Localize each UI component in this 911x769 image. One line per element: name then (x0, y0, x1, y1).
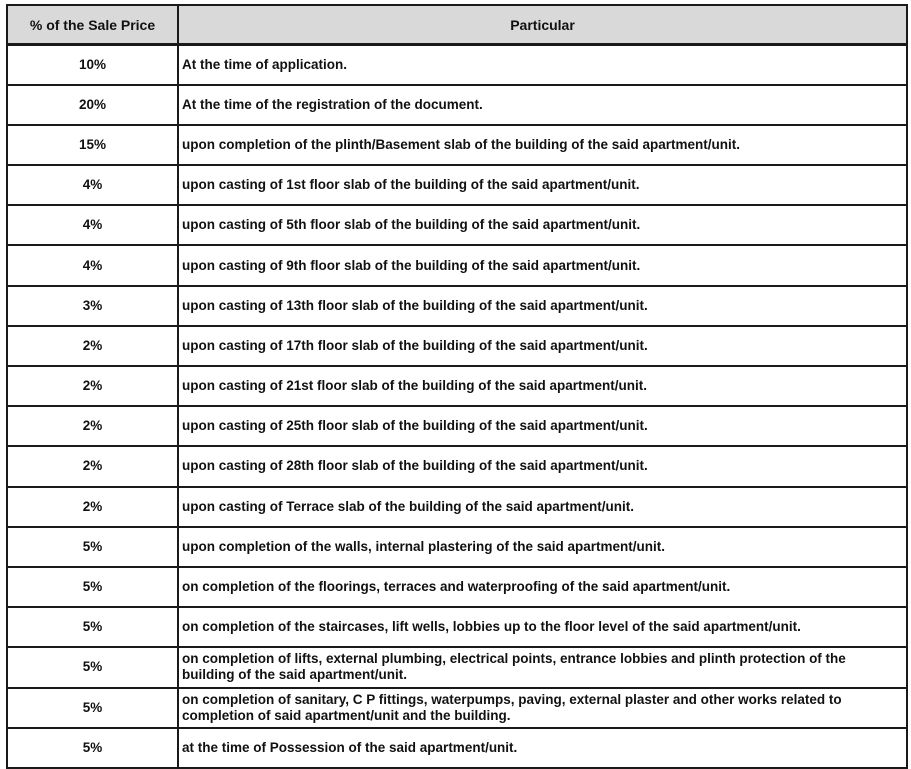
percent-cell: 5% (7, 647, 178, 687)
table-body (7, 45, 907, 768)
table-row (7, 286, 907, 326)
particular-cell: At the time of the registration of the document. (178, 85, 907, 125)
percent-cell: 2% (7, 487, 178, 527)
particular-cell: upon casting of 9th floor slab of the building of the said apartment/unit. (178, 245, 907, 285)
table-row (7, 487, 907, 527)
table-row (7, 205, 907, 245)
particular-cell: upon casting of Terrace slab of the building of the said apartment/unit. (178, 487, 907, 527)
percent-cell: 4% (7, 205, 178, 245)
payment-schedule-table (6, 4, 908, 769)
particular-cell: upon casting of 5th floor slab of the building of the said apartment/unit. (178, 205, 907, 245)
header-percent-of-sale-price: % of the Sale Price (7, 5, 178, 45)
payment-schedule-container (6, 4, 906, 769)
particular-cell: at the time of Possession of the said apartment/unit. (178, 728, 907, 768)
percent-cell: 2% (7, 406, 178, 446)
percent-cell: 4% (7, 165, 178, 205)
percent-cell: 2% (7, 326, 178, 366)
particular-cell: on completion of the staircases, lift wells, lobbies up to the floor level of the said apartment/unit. (178, 607, 907, 647)
percent-cell: 2% (7, 446, 178, 486)
percent-cell: 3% (7, 286, 178, 326)
table-row (7, 125, 907, 165)
particular-cell: on completion of sanitary, C P fittings, waterpumps, paving, external plaster and other works related to completion of said apartment/unit and the building. (178, 688, 907, 728)
percent-cell: 5% (7, 527, 178, 567)
table-row (7, 527, 907, 567)
percent-cell: 2% (7, 366, 178, 406)
particular-cell: upon casting of 28th floor slab of the building of the said apartment/unit. (178, 446, 907, 486)
particular-cell: upon casting of 21st floor slab of the building of the said apartment/unit. (178, 366, 907, 406)
table-row (7, 446, 907, 486)
particular-cell: At the time of application. (178, 45, 907, 85)
percent-cell: 20% (7, 85, 178, 125)
table-row (7, 245, 907, 285)
table-row (7, 366, 907, 406)
particular-cell: on completion of the floorings, terraces and waterproofing of the said apartment/unit. (178, 567, 907, 607)
particular-cell: upon casting of 1st floor slab of the building of the said apartment/unit. (178, 165, 907, 205)
percent-cell: 5% (7, 607, 178, 647)
table-row (7, 326, 907, 366)
table-row (7, 165, 907, 205)
table-row (7, 406, 907, 446)
particular-cell: upon casting of 13th floor slab of the building of the said apartment/unit. (178, 286, 907, 326)
particular-cell: on completion of lifts, external plumbing, electrical points, entrance lobbies and plinth protection of the building of the said apartment/unit. (178, 647, 907, 687)
percent-cell: 5% (7, 688, 178, 728)
particular-cell: upon completion of the plinth/Basement slab of the building of the said apartment/unit. (178, 125, 907, 165)
percent-cell: 10% (7, 45, 178, 85)
percent-cell: 15% (7, 125, 178, 165)
table-header (7, 5, 907, 45)
table-row (7, 728, 907, 768)
percent-cell: 4% (7, 245, 178, 285)
particular-cell: upon completion of the walls, internal plastering of the said apartment/unit. (178, 527, 907, 567)
table-row (7, 567, 907, 607)
particular-cell: upon casting of 17th floor slab of the building of the said apartment/unit. (178, 326, 907, 366)
header-row (7, 5, 907, 45)
percent-cell: 5% (7, 567, 178, 607)
table-row (7, 607, 907, 647)
table-row (7, 85, 907, 125)
table-row (7, 647, 907, 687)
percent-cell: 5% (7, 728, 178, 768)
table-row (7, 688, 907, 728)
table-row (7, 45, 907, 85)
header-particular: Particular (178, 5, 907, 45)
particular-cell: upon casting of 25th floor slab of the building of the said apartment/unit. (178, 406, 907, 446)
